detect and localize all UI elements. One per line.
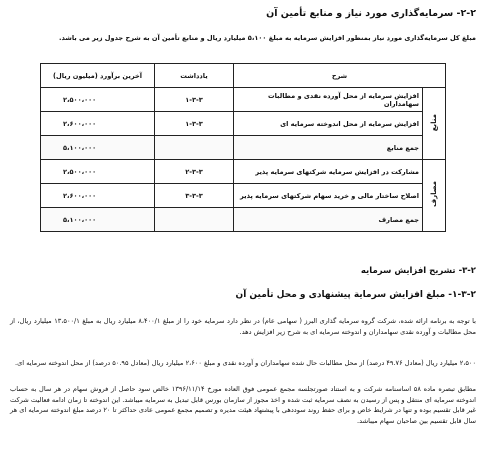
header-description: شرح: [234, 64, 446, 88]
row-desc: افزایش سرمایه از محل آورده نقدی و مطالبات سهامداران: [234, 88, 423, 112]
table-header-row: [41, 64, 446, 88]
row-amount: ۵،۱۰۰،۰۰۰: [41, 136, 155, 160]
row-desc: مشارکت در افزایش سرمایه شرکتهای سرمایه پذیر: [234, 160, 423, 184]
paragraph-increase-plan: با توجه به برنامه ارائه شده، شرکت گروه سرمایه گذاری البرز ( سهامی عام) در نظر دارد سرمایه خود را از مبلغ ۸،۴۰۰/۱ میلیارد ریال به مبلغ ۱۳،۵۰۰/۱ میلیارد ریال، از محل مطالبات و آورده نقدی سهامداران و اندوخته سرمایه ای به شرح زیر افزایش دهد.: [10, 317, 476, 336]
row-amount: ۵،۱۰۰،۰۰۰: [41, 208, 155, 232]
table-total-row: [41, 136, 446, 160]
paragraph-amount-breakdown: ۲،۵۰۰ میلیارد ریال (معادل ۴۹.۷۶ درصد) از محل مطالبات حال شده سهامداران و آورده نقدی و مبلغ ۲،۶۰۰ میلیارد ریال (معادل ۵۰.۹۵ درصد) از محل اندوخته سرمایه ای.: [15, 359, 476, 367]
row-amount: ۲،۵۰۰،۰۰۰: [41, 160, 155, 184]
row-desc: جمع منابع: [234, 136, 423, 160]
row-note: ۱-۳-۳: [155, 88, 234, 112]
row-amount: ۲،۵۰۰،۰۰۰: [41, 88, 155, 112]
table-row: [41, 160, 446, 184]
row-desc: اصلاح ساختار مالی و خرید سهام شرکتهای سرمایه پذیر: [234, 184, 423, 208]
row-note: [155, 208, 234, 232]
row-note: ۲-۳-۳: [155, 160, 234, 184]
intro-paragraph: مبلغ کل سرمایه‌گذاری مورد نیاز بمنظور افزایش سرمایه به مبلغ ۵،۱۰۰ میلیارد ریال و منابع تأمین آن به شرح جدول زیر می باشد.: [59, 34, 476, 42]
row-desc: جمع مصارف: [234, 208, 423, 232]
group-label-sources: منابع: [423, 88, 446, 160]
row-note: [155, 136, 234, 160]
section-title-2-2: ۲-۲- سرمایه‌گذاری مورد نیاز و منابع تأمین آن: [266, 8, 476, 19]
row-note: ۳-۳-۳: [155, 184, 234, 208]
header-note: یادداشت: [155, 64, 234, 88]
row-amount: ۲،۶۰۰،۰۰۰: [41, 184, 155, 208]
section-title-1-3-2: ۱-۳-۲- مبلغ افزایش سرمایة پیشنهادی و محل تأمین آن: [235, 290, 476, 300]
row-note: ۱-۳-۳: [155, 112, 234, 136]
table-row: [41, 88, 446, 112]
section-title-3-2: ۳-۲- تشریح افزایش سرمایه: [360, 266, 476, 276]
group-label-uses: مصارف: [423, 160, 446, 232]
row-amount: ۲،۶۰۰،۰۰۰: [41, 112, 155, 136]
table-total-row: [41, 208, 446, 232]
sources-uses-table: [40, 63, 446, 232]
table-row: [41, 184, 446, 208]
table-row: [41, 112, 446, 136]
row-desc: افزایش سرمایه از محل اندوخته سرمایه ای: [234, 112, 423, 136]
paragraph-capital-reserve: مطابق تبصره ماده ۵۸ اساسنامه شرکت و به استناد صورتجلسه مجمع عمومی فوق العاده مورخ ۱۳۹۶/۱۱/۱۴ خالص سود حاصل از فروش سهام در هر سال به حساب اندوخته سرمایه ای منتقل و پس از رسیدن به نصف سرمایه ثبت شده و اخذ مجوز از سازمان بورس قابل تبدیل به سرمایه میباشد. این اندوخته تا زمان ادامه فعالیت شرکت غیر قابل تقسیم بوده و تنها در شرایط خاص و برای حفظ روند سوددهی با پیشنهاد هیئت مدیره و تصمیم مجمع عمومی عادی حداکثر تا ۲۰ درصد مبلغ اندوخته سرمایه ای هر سال قابل تقسیم بین صاحبان سهام میباشد.: [10, 385, 476, 425]
header-amount: آخرین برآورد (میلیون ریال): [41, 64, 155, 88]
